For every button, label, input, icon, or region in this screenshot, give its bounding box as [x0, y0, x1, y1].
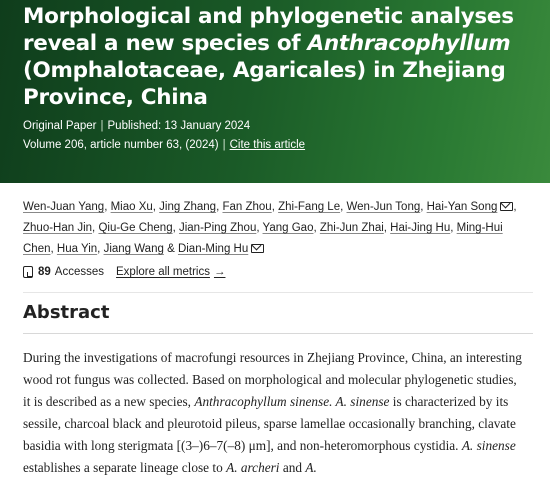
cite-this-article-link[interactable]: Cite this article: [229, 139, 306, 151]
accesses-label: Accesses: [54, 266, 105, 278]
article-title: Morphological and phylogenetic analyses reveal a new species of Anthracophyllum (Omphalotaceae, Agaricales) in Zhejiang Province, China: [23, 4, 514, 110]
article-metrics: [23, 266, 533, 278]
author-link[interactable]: Jian-Ping Zhou: [178, 222, 257, 234]
published-date: Published: 13 January 2024: [107, 120, 251, 132]
email-icon[interactable]: [500, 202, 513, 211]
author-link[interactable]: Hua Yin: [56, 243, 98, 255]
accesses-count: 89: [38, 266, 51, 278]
divider: [23, 292, 533, 293]
abstract-heading: Abstract: [23, 302, 110, 323]
author-link[interactable]: Zhi-Jun Zhai: [319, 222, 384, 234]
author-link[interactable]: Jiang Wang: [103, 243, 164, 255]
author-link[interactable]: Zhi-Fang Le: [278, 201, 341, 213]
author-link[interactable]: Fan Zhou: [222, 201, 272, 213]
author-link[interactable]: Jing Zhang: [159, 201, 217, 213]
author-link[interactable]: Hai-Jing Hu: [390, 222, 451, 234]
author-link[interactable]: Yang Gao: [262, 222, 314, 234]
meta-separator: |: [100, 120, 104, 132]
accesses-icon: [23, 266, 33, 278]
explore-metrics-link[interactable]: Explore all metrics →: [116, 266, 226, 278]
author-link[interactable]: Dian-Ming Hu: [177, 243, 249, 255]
volume-info: Volume 206, article number 63, (2024): [23, 139, 219, 151]
abstract-text: During the investigations of macrofungi resources in Zhejiang Province, China, an interesting wood rot fungus was collected. Based on morphological and molecular phylogenetic studies, it is described as a new species, Anthracophyllum sinense. A. sinense is characterized by its sessile, charcoal black and pleurotoid pileus, sparse lamellae occasionally branching, clavate basidia with long sterigmata [(3–)6–7(–8) μm], and non-heteromorphous cystidia. A. sinense establishes a separate lineage close to A. archeri and A.: [23, 350, 522, 475]
email-icon[interactable]: [251, 244, 264, 253]
article-volume-row: [23, 139, 543, 151]
author-link[interactable]: Wen-Juan Yang: [23, 201, 105, 213]
author-link[interactable]: Qiu-Ge Cheng: [98, 222, 173, 234]
article-meta: [23, 120, 543, 132]
author-link[interactable]: Wen-Jun Tong: [346, 201, 421, 213]
author-link[interactable]: Hai-Yan Song: [426, 201, 498, 213]
author-list: Wen-Juan Yang, Miao Xu, Jing Zhang, Fan Zhou, Zhi-Fang Le, Wen-Jun Tong, Hai-Yan Song , Zhuo-Han Jin, Qiu-Ge Cheng, Jian-Ping Zhou, Yang Gao, Zhi-Jun Zhai, Hai-Jing Hu, Ming-Hui Chen, Hua Yin, Jiang Wang & Dian-Ming Hu: [23, 201, 517, 255]
author-link[interactable]: Ming-Hui Chen: [23, 222, 503, 255]
divider: [23, 333, 533, 334]
meta-separator: |: [222, 139, 226, 151]
article-type: Original Paper: [23, 120, 97, 132]
author-link[interactable]: Miao Xu: [110, 201, 153, 213]
article-header: [0, 0, 550, 183]
arrow-right-icon: →: [213, 266, 226, 278]
author-link[interactable]: Zhuo-Han Jin: [23, 222, 93, 234]
